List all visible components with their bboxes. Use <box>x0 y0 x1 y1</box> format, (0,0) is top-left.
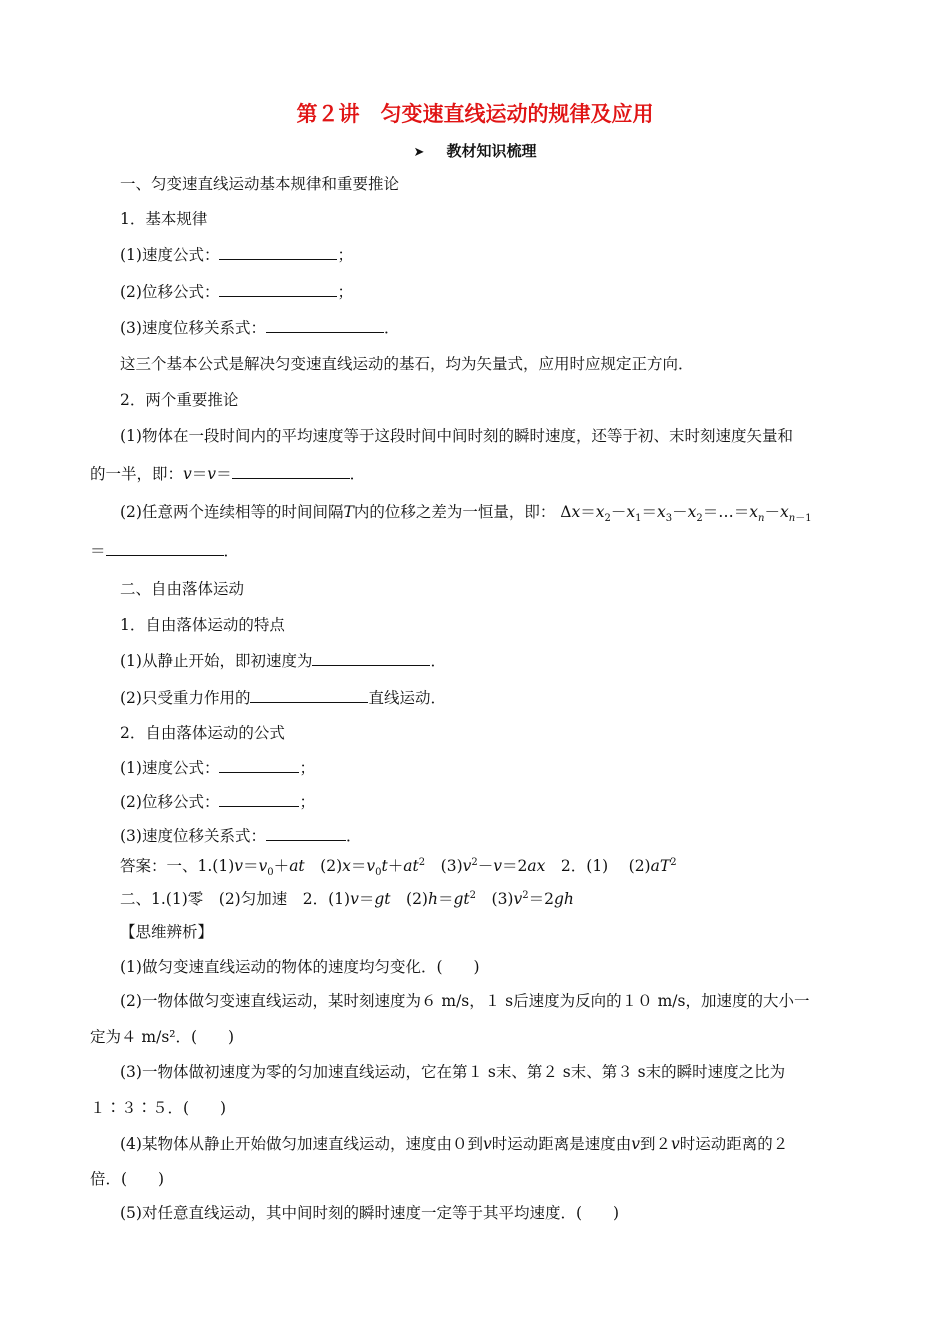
subheading-1-2: 2．两个重要推论 <box>120 391 239 409</box>
blank-displacement-formula: (2)位移公式： ； <box>120 283 353 301</box>
inference-2-line-b: ＝ ． <box>90 542 240 560</box>
section-subtitle: ➤ 教材知识梳理 <box>413 142 537 160</box>
inference-1-line-a: (1)物体在一段时间内的平均速度等于这段时间中间时刻的瞬时速度，还等于初、末时刻速度矢量和 <box>120 427 793 445</box>
blank-motion-type: (2)只受重力作用的 直线运动． <box>120 689 446 707</box>
blank-free-fall-relation: (3)速度位移关系式： ． <box>120 827 362 845</box>
section-heading-2: 二、自由落体运动 <box>120 580 245 598</box>
subheading-2-1: 1．自由落体运动的特点 <box>120 616 285 634</box>
thinking-heading: 【思维辨析】 <box>120 923 214 941</box>
section-heading-1: 一、匀变速直线运动基本规律和重要推论 <box>120 175 400 193</box>
question-3-line-b: １∶３∶５．( ) <box>90 1099 227 1117</box>
paragraph-note: 这三个基本公式是解决匀变速直线运动的基石，均为矢量式，应用时应规定正方向． <box>120 355 694 373</box>
question-1: (1)做匀变速直线运动的物体的速度均匀变化．( ) <box>120 958 480 976</box>
answer-line-1: 答案：一、$1.(1)v=v_0+at$ $(2)x=v_0t+at^2$ $(3)v^2-v=2ax$ 2．(1) $(2)aT^2$ <box>120 856 677 879</box>
arrow-bullet-icon: ➤ <box>413 145 425 160</box>
blank-free-fall-velocity: (1)速度公式： ； <box>120 759 315 777</box>
answer-line-2: 二、1.(1)零 (2)匀加速 2．(1)v＝gt $(2)h=gt^2$ $(3)v^2=2gh$ <box>120 889 574 908</box>
blank-initial-velocity: (1)从静止开始，即初速度为 ． <box>120 652 446 670</box>
question-5: (5)对任意直线运动，其中间时刻的瞬时速度一定等于其平均速度．( ) <box>120 1204 620 1222</box>
blank-velocity-formula: (1)速度公式： ； <box>120 246 353 264</box>
page-title: 第２讲 匀变速直线运动的规律及应用 <box>296 102 654 126</box>
question-4-line-b: 倍．( ) <box>90 1170 165 1188</box>
inference-1-line-b: 的一半，即：v＝v＝ ． <box>90 465 366 483</box>
blank-free-fall-displacement: (2)位移公式： ； <box>120 793 315 811</box>
subheading-1-1: 1．基本规律 <box>120 210 208 228</box>
question-2-line-b: 定为４ m/s²．( ) <box>90 1028 235 1046</box>
blank-velocity-displacement: (3)速度位移关系式： ． <box>120 319 400 337</box>
question-4-line-a: (4)某物体从静止开始做匀加速直线运动，速度由０到v时运动距离是速度由v到２v时运动距离的２ <box>120 1135 789 1153</box>
inference-2-line-a: (2)任意两个连续相等的时间间隔T内的位移之差为一恒量，即： $\Delta x=x_2-x_1=x_3-x_2=\dots=x_n-x_{n-1}$ <box>120 503 812 525</box>
question-3-line-a: (3)一物体做初速度为零的匀加速直线运动，它在第１ s末、第２ s末、第３ s末的瞬时速度之比为 <box>120 1063 786 1081</box>
subheading-2-2: 2．自由落体运动的公式 <box>120 724 285 742</box>
question-2-line-a: (2)一物体做匀变速直线运动，某时刻速度为６ m/s，１ s后速度为反向的１０ m/s，加速度的大小一 <box>120 992 810 1010</box>
